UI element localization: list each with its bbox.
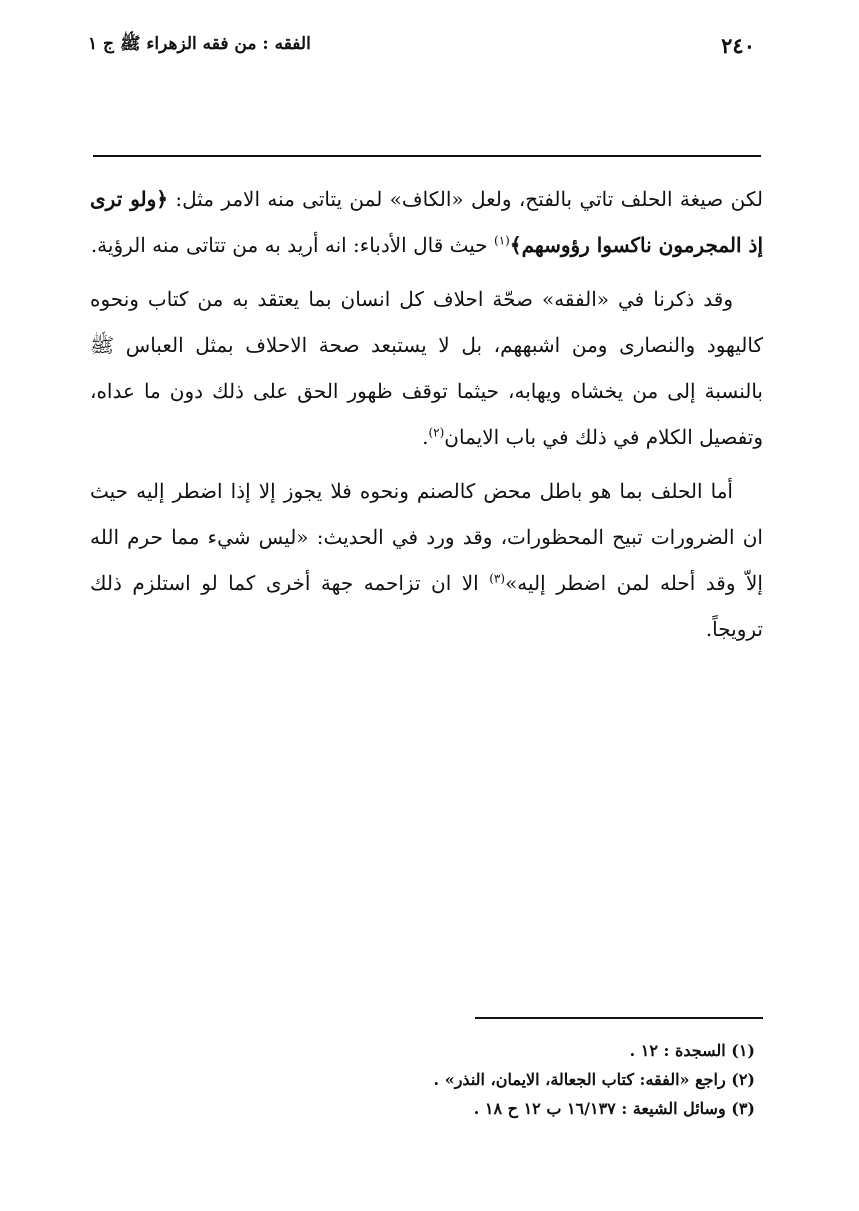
paragraph-1-continuation: حيث قال الأدباء: انه أريد به من تتاتى منه الرؤية. (90, 233, 495, 257)
header-rule (93, 155, 761, 157)
paragraph-2-text: وقد ذكرنا في «الفقه» صحّة احلاف كل انسان بما يعتقد به من كتاب ونحوه كاليهود والنصارى ومن اشبههم، بل لا يستبعد صحة الاحلاف بمثل العباس ﷺ بالنسبة إلى من يخشاه ويهابه، حيثما توقف ظهور الحق على ذلك دون ما عداه، وتفصيل الكلام في ذلك في باب الايمان (90, 287, 763, 449)
footnote-3: (٣) وسائل الشيعة : ١٦/١٣٧ ب ١٢ ح ١٨ . (473, 1099, 755, 1118)
page-header (88, 30, 755, 60)
footnote-ref-2: (٢) (428, 425, 445, 440)
paragraph-1-text: لكن صيغة الحلف تاتي بالفتح، ولعل «الكاف» لمن يتاتى منه الامر مثل: (168, 187, 763, 211)
paragraph-3-continuation: الا ان تزاحمه جهة أخرى كما لو استلزم ذلك ترويجاً. (90, 571, 763, 641)
paragraph-2-end: . (422, 425, 429, 449)
paragraph-3-text: أما الحلف بما هو باطل محض كالصنم ونحوه فلا يجوز إلا إذا اضطر إليه حيث ان الضرورات تبيح المحظورات، وقد ورد في الحديث: «ليس شيء مما حرم الله إلاّ وقد أحله لمن اضطر إليه» (90, 479, 763, 595)
footnote-2: (٢) راجع «الفقه: كتاب الجعالة، الايمان، النذر» . (433, 1070, 755, 1089)
paragraph-3 (90, 468, 763, 652)
body-text (90, 176, 763, 652)
paragraph-1 (90, 176, 763, 268)
footnote-rule (475, 1017, 763, 1019)
page-number: ٢٤٠ (721, 32, 755, 58)
footnote-ref-3: (٣) (489, 571, 506, 586)
footnote-ref-1: (١) (494, 233, 510, 248)
footnote-1: (١) السجدة : ١٢ . (629, 1041, 755, 1060)
paragraph-2 (90, 276, 763, 460)
footnotes (335, 1036, 755, 1123)
quran-verse: ﴿ولو ترى إذ المجرمون ناكسوا رؤوسهم﴾ (90, 187, 763, 257)
running-title: الفقه : من فقه الزهراء ﷺ ج ١ (88, 33, 311, 54)
